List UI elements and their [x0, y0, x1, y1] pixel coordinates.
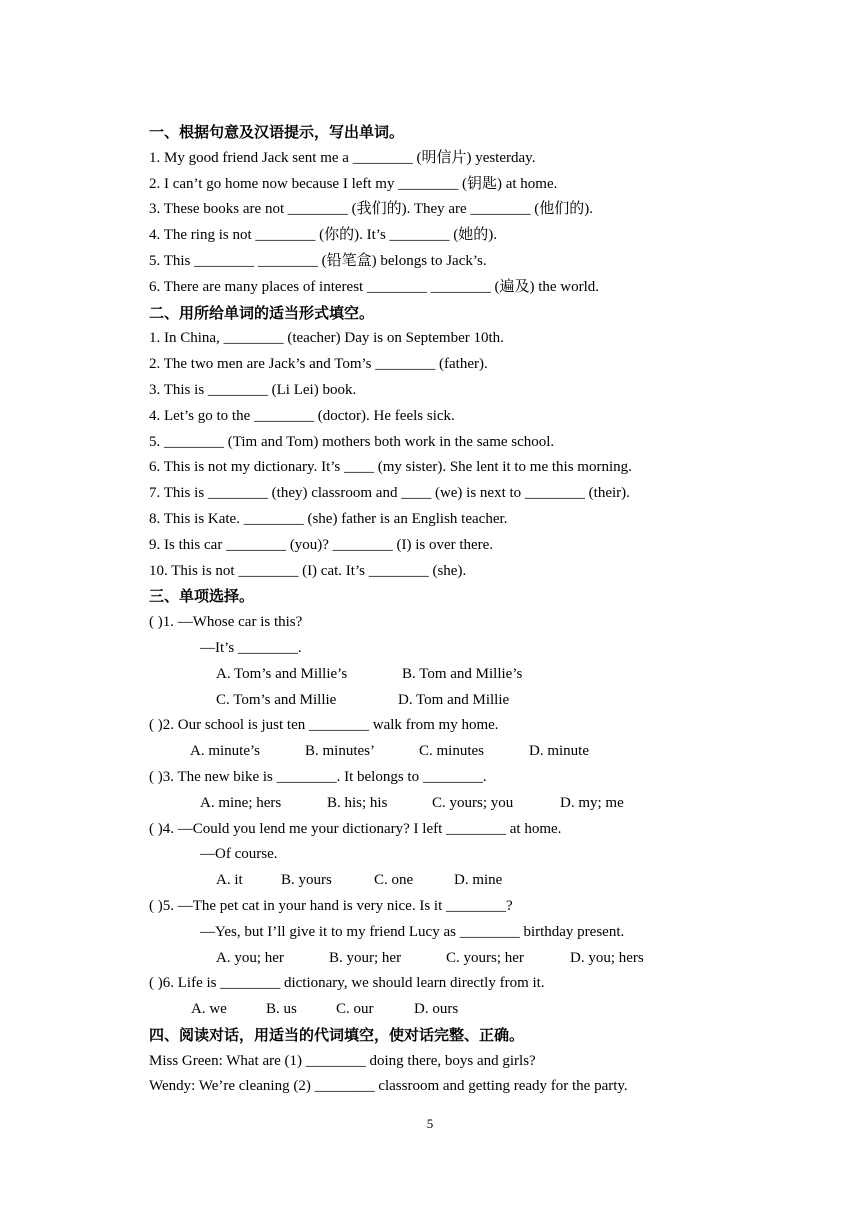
q5-option-b: B. your; her: [329, 949, 402, 966]
s2-item-6: 6. This is not my dictionary. It’s ____ (my sister). She lent it to me this morning.: [149, 459, 632, 476]
s1-item-3: 3. These books are not ________ (我们的). They are ________ (他们的).: [149, 201, 593, 218]
q4-options: [149, 868, 749, 894]
q3-stem: ( )3. The new bike is ________. It belongs to ________.: [149, 768, 487, 785]
q6-stem: ( )6. Life is ________ dictionary, we should learn directly from it.: [149, 975, 545, 992]
section4-heading: 四、阅读对话，用适当的代词填空，使对话完整、正确。: [149, 1025, 525, 1044]
section2-heading: 二、用所给单词的适当形式填空。: [149, 303, 375, 322]
s2-item-2: 2. The two men are Jack’s and Tom’s ________ (father).: [149, 356, 488, 373]
q5-option-c: C. yours; her: [446, 949, 524, 966]
dialogue-line-2: Wendy: We’re cleaning (2) ________ classroom and getting ready for the party.: [149, 1078, 628, 1095]
section1-heading: 一、根据句意及汉语提示，写出单词。: [149, 123, 405, 141]
q1-stem: ( )1. —Whose car is this?: [149, 614, 303, 631]
q1-answer-line: —It’s ________.: [200, 639, 302, 656]
q2-option-b: B. minutes’: [305, 743, 375, 760]
s1-item-6: 6. There are many places of interest ________ ________ (遍及) the world.: [149, 278, 600, 295]
page-number: 5: [426, 1116, 434, 1131]
q3-option-d: D. my; me: [560, 794, 624, 811]
q4-stem: ( )4. —Could you lend me your dictionary? I left ________ at home.: [149, 820, 562, 837]
q1-option-c: C. Tom’s and Millie: [216, 691, 337, 708]
s1-item-4: 4. The ring is not ________ (你的). It’s ________ (她的).: [149, 227, 498, 244]
dialogue-line-1: Miss Green: What are (1) ________ doing there, boys and girls?: [149, 1052, 536, 1069]
s1-item-1: 1. My good friend Jack sent me a ________ (明信片) yesterday.: [149, 149, 536, 166]
q6-option-b: B. us: [266, 1001, 297, 1018]
q6-option-d: D. ours: [414, 1001, 459, 1018]
q5-option-d: D. you; hers: [570, 949, 644, 966]
s2-item-1: 1. In China, ________ (teacher) Day is on September 10th.: [149, 330, 504, 347]
s2-item-4: 4. Let’s go to the ________ (doctor). He feels sick.: [149, 407, 455, 424]
q3-option-c: C. yours; you: [432, 794, 514, 811]
q3-options: [149, 791, 749, 817]
q6-option-a: A. we: [191, 1001, 227, 1018]
q2-options: [149, 739, 749, 765]
q4-option-b: B. yours: [281, 872, 332, 889]
q1-options-cd: [149, 688, 749, 714]
q5-answer-line: —Yes, but I’ll give it to my friend Lucy as ________ birthday present.: [200, 923, 625, 940]
q4-option-c: C. one: [374, 872, 414, 889]
q2-stem: ( )2. Our school is just ten ________ walk from my home.: [149, 717, 499, 734]
q3-option-a: A. mine; hers: [200, 794, 282, 811]
s2-item-9: 9. Is this car ________ (you)? ________ (I) is over there.: [149, 536, 494, 553]
q2-option-a: A. minute’s: [190, 743, 260, 760]
q5-option-a: A. you; her: [216, 949, 284, 966]
q4-option-a: A. it: [216, 872, 243, 889]
q2-option-d: D. minute: [529, 743, 589, 760]
q6-options: [149, 997, 749, 1023]
s2-item-5: 5. ________ (Tim and Tom) mothers both work in the same school.: [149, 433, 555, 450]
q1-option-a: A. Tom’s and Millie’s: [216, 665, 348, 682]
q6-option-c: C. our: [336, 1001, 374, 1018]
s2-item-10: 10. This is not ________ (I) cat. It’s ________ (she).: [149, 562, 467, 579]
q4-option-d: D. mine: [454, 872, 503, 889]
q1-option-d: D. Tom and Millie: [398, 691, 510, 708]
q5-stem: ( )5. —The pet cat in your hand is very nice. Is it ________?: [149, 897, 513, 914]
section3-heading: 三、单项选择。: [149, 587, 255, 606]
s2-item-8: 8. This is Kate. ________ (she) father is an English teacher.: [149, 510, 508, 527]
q5-options: [149, 946, 749, 972]
s2-item-7: 7. This is ________ (they) classroom and ____ (we) is next to ________ (their).: [149, 485, 630, 502]
q1-options-ab: [149, 662, 749, 688]
q3-option-b: B. his; his: [327, 794, 388, 811]
s1-item-5: 5. This ________ ________ (铅笔盒) belongs to Jack’s.: [149, 252, 487, 269]
worksheet-content: [149, 120, 749, 1100]
s2-item-3: 3. This is ________ (Li Lei) book.: [149, 381, 357, 398]
s1-item-2: 2. I can’t go home now because I left my ________ (钥匙) at home.: [149, 175, 558, 192]
q4-answer-line: —Of course.: [200, 846, 278, 863]
q2-option-c: C. minutes: [419, 743, 485, 760]
q1-option-b: B. Tom and Millie’s: [402, 665, 523, 682]
